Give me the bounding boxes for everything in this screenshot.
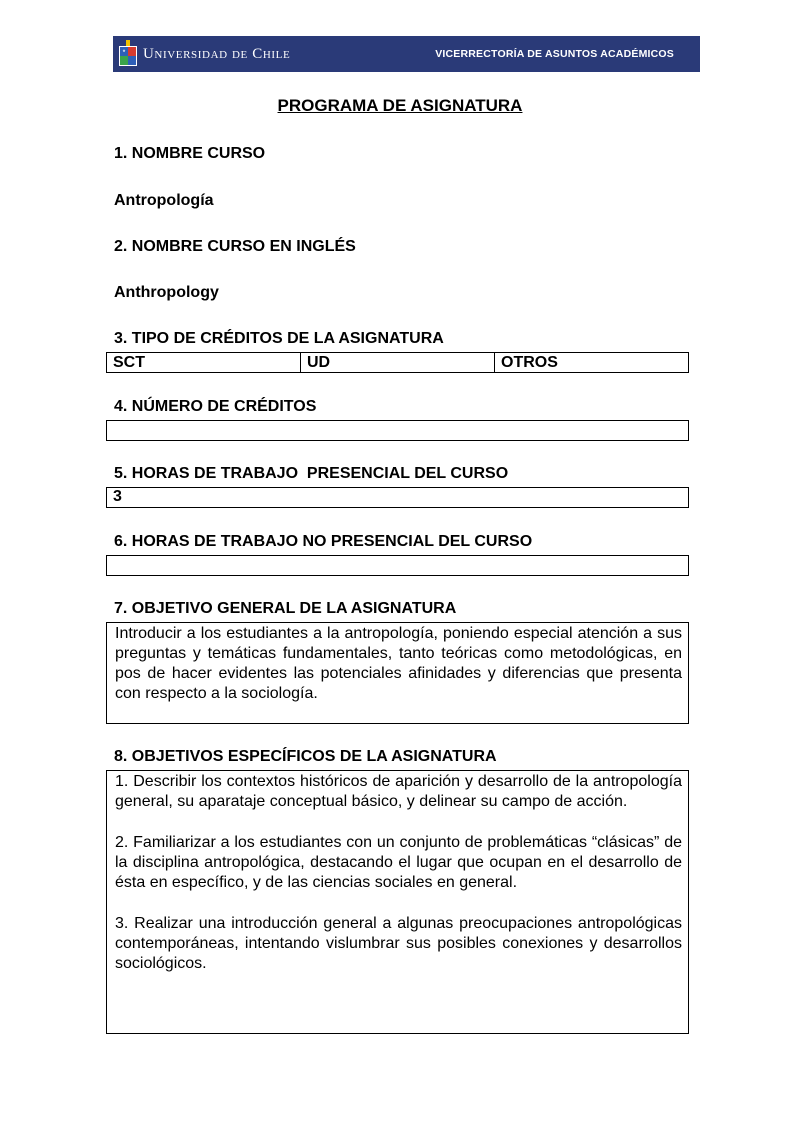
credits-number-box xyxy=(106,420,689,441)
section-4-heading: 4. NÚMERO DE CRÉDITOS xyxy=(114,398,317,415)
specific-objective-item: 3. Realizar una introducción general a algunas preocupaciones antropológicas contemporáneas, intentando vislumbrar sus posibles conexiones y desarrollos sociológicos. xyxy=(115,915,682,972)
general-objective-box xyxy=(106,622,689,724)
section-3-heading: 3. TIPO DE CRÉDITOS DE LA ASIGNATURA xyxy=(114,330,444,347)
section-8-heading: 8. OBJETIVOS ESPECÍFICOS DE LA ASIGNATURA xyxy=(114,748,497,765)
in-person-hours-value: 3 xyxy=(113,488,122,505)
section-6-heading: 6. HORAS DE TRABAJO NO PRESENCIAL DEL CURSO xyxy=(114,533,533,550)
section-5-heading: 5. HORAS DE TRABAJO PRESENCIAL DEL CURSO xyxy=(114,465,509,482)
header-banner xyxy=(113,36,700,72)
section-2-heading: 2. NOMBRE CURSO EN INGLÉS xyxy=(114,238,356,255)
section-7-heading: 7. OBJETIVO GENERAL DE LA ASIGNATURA xyxy=(114,600,457,617)
university-crest-icon xyxy=(118,40,138,68)
specific-objective-item: 2. Familiarizar a los estudiantes con un conjunto de problemáticas “clásicas” de la disciplina antropológica, destacando el lugar que ocupan en el desarrollo de ésta en específico, y de las ciencias sociales en general. xyxy=(115,834,682,891)
credit-type-table xyxy=(106,352,689,373)
general-objective-text: Introducir a los estudiantes a la antropología, poniendo especial atención a sus preguntas y temáticas fundamentales, tanto teóricas como metodológicas, en pos de hacer evidentes las potenciales afinidades y diferencias que presenta con respecto a la sociología. xyxy=(115,625,682,702)
credit-type-cell: OTROS xyxy=(494,353,688,372)
course-name-english: Anthropology xyxy=(114,284,219,301)
credit-type-cell: UD xyxy=(300,353,494,372)
course-name: Antropología xyxy=(114,192,214,209)
in-person-hours-box xyxy=(106,487,689,508)
document-title: PROGRAMA DE ASIGNATURA xyxy=(277,96,523,115)
credit-type-cell: SCT xyxy=(113,354,145,371)
office-name: VICERRECTORÍA DE ASUNTOS ACADÉMICOS xyxy=(435,48,674,60)
specific-objectives-box xyxy=(106,770,689,1034)
specific-objective-item: 1. Describir los contextos históricos de aparición y desarrollo de la antropología general, su aparataje conceptual básico, y delinear su campo de acción. xyxy=(115,773,682,810)
university-name: Universidad de Chile xyxy=(143,46,291,62)
section-1-heading: 1. NOMBRE CURSO xyxy=(114,145,266,162)
remote-hours-box xyxy=(106,555,689,576)
